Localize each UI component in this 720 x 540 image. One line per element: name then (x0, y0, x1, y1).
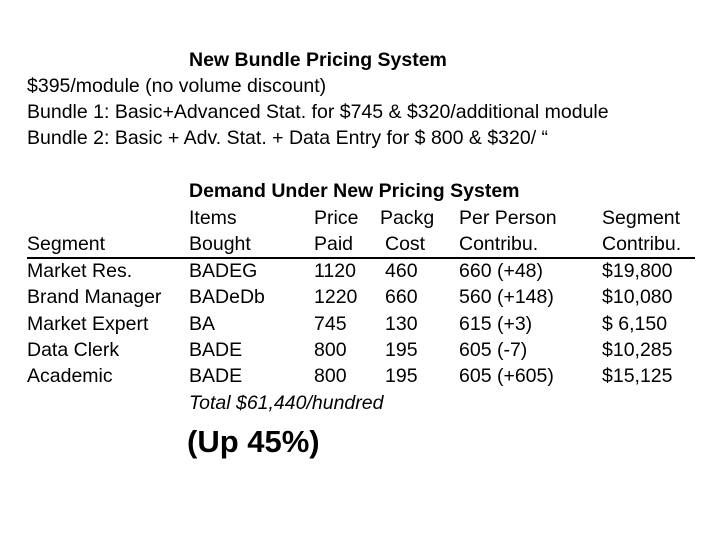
table-cell-segment-contribution: $15,125 (602, 365, 673, 387)
table-cell-segment-contribution: $19,800 (602, 260, 673, 282)
table-title: Demand Under New Pricing System (189, 180, 520, 202)
table-cell-price: 1220 (314, 286, 358, 308)
table-cell-per-person: 605 (+605) (459, 365, 554, 387)
table-cell-price: 800 (314, 339, 347, 361)
table-cell-items: BADE (189, 339, 243, 361)
header-bought: Bought (189, 233, 251, 255)
pricing-line: Bundle 2: Basic + Adv. Stat. + Data Entry for $ 800 & $320/ “ (27, 127, 549, 149)
header-segment-contribu: Contribu. (602, 233, 682, 255)
table-cell-items: BADEG (189, 260, 258, 282)
table-cell-cost: 660 (385, 286, 418, 308)
table-cell-price: 800 (314, 365, 347, 387)
table-cell-per-person: 615 (+3) (459, 313, 533, 335)
total-text: Total $61,440/hundred (189, 392, 384, 414)
header-price: Price (314, 207, 359, 229)
table-cell-cost: 195 (385, 365, 418, 387)
table-cell-segment: Academic (27, 365, 113, 387)
table-cell-cost: 195 (385, 339, 418, 361)
table-cell-cost: 130 (385, 313, 418, 335)
table-cell-segment-contribution: $10,285 (602, 339, 673, 361)
table-cell-segment-contribution: $ 6,150 (602, 313, 668, 335)
table-cell-per-person: 660 (+48) (459, 260, 544, 282)
table-cell-segment-contribution: $10,080 (602, 286, 673, 308)
table-cell-price: 745 (314, 313, 347, 335)
table-cell-price: 1120 (314, 260, 356, 282)
table-cell-segment: Market Expert (27, 313, 149, 335)
table-cell-per-person: 605 (-7) (459, 339, 528, 361)
table-cell-segment: Market Res. (27, 260, 133, 282)
table-cell-cost: 460 (385, 260, 418, 282)
header-paid: Paid (314, 233, 354, 255)
page-title: New Bundle Pricing System (189, 49, 447, 71)
table-cell-segment: Data Clerk (27, 339, 120, 361)
table-cell-per-person: 560 (+148) (459, 286, 554, 308)
table-cell-segment: Brand Manager (27, 286, 162, 308)
table-cell-items: BADeDb (189, 286, 265, 308)
change-text: (Up 45%) (187, 424, 320, 459)
header-contribu: Contribu. (459, 233, 539, 255)
table-cell-items: BADE (189, 365, 243, 387)
header-cost: Cost (385, 233, 426, 255)
header-per-person: Per Person (459, 207, 557, 229)
header-packg: Packg (380, 207, 435, 229)
header-items: Items (189, 207, 237, 229)
pricing-line: Bundle 1: Basic+Advanced Stat. for $745 & $320/additional module (27, 101, 609, 123)
pricing-line: $395/module (no volume discount) (27, 75, 327, 97)
header-segment-name: Segment (27, 233, 106, 255)
header-segment: Segment (602, 207, 681, 229)
table-cell-items: BA (189, 313, 216, 335)
